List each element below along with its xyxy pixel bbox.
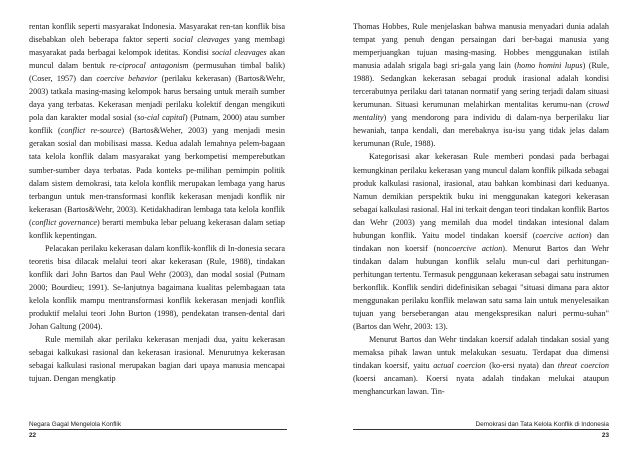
left-paragraph-1: rentan konflik seperti masyarakat Indonesia. Masyarakat ren-tan konflik bisa disebabkan oleh beberapa faktor seperti social cleavages yang membagi masyarakat pada berbagai kelompok idetitas. Kondisi social cleavages akan muncul dalam bentuk re-ciprocal antagonism (permusuhan timbal balik) (Coser, 1957) dan coercive behavior (perilaku kekerasan) (Bartos&Wehr, 2003) tatkala masing-masing kelompok harus bersaing untuk meraih sumber daya yang terbatas. Kekerasan menjadi perilaku kolektif dengan mengikuti pola dan karakter modal sosial (so-cial capital) (Putnam, 2000) atau sumber konflik (conflict re-source) (Bartos&Weher, 2003) yang menjadi mesin gerakan sosial dan mobilisasi massa. Kedua adalah lemahnya pelem-bagaan tata kelola konflik dalam masyarakat yang berkompetisi memperebutkan sumber-sumber daya terbatas. Pada konteks pe-milihan pemimpin politik dalam sistem demokrasi, tata kelola konflik merupakan lembaga yang harus terbangun untuk men-transformasi konflik kekerasan menjadi konflik nir kekerasan (Bartos&Wehr, 2003). Ketidakhadiran lembaga tata kelola konflik (conflict governance) berarti membuka lebar peluang kekerasan dalam setiap konflik kepentingan. [29, 22, 285, 240]
right-paragraph-3: Menurut Bartos dan Wehr tindakan koersif adalah tindakan sosial yang memaksa pihak lawan untuk melakukan sesuatu. Terdapat dua dimensi tindakan koersif, yaitu actual coercion (ko-ersi nyata) dan threat coercion (koersi ancaman). Koersi nyata adalah tindakan melukai ataupun menghancurkan lawan. Tin- [353, 335, 609, 397]
right-running-title: Demokrasi dan Tata Kelola Konflik di Indonesia [475, 421, 609, 428]
left-page-body [29, 20, 285, 385]
left-paragraph-3: Rule memilah akar perilaku kekerasan menjadi dua, yaitu kekerasan sebagai kalkukasi rasional dan kekerasan irasional. Menurutnya kekerasan sebagai kalkulasi rasional merupakan bagian dari upaya manusia mencapai tujuan. Dengan mengkatip [29, 335, 285, 384]
right-footer-rule [353, 429, 609, 430]
left-footer-rule [29, 429, 287, 430]
left-paragraph-2: Pelacakan perilaku kekerasan dalam konflik-konflik di In-donesia secara teoretis bisa dilacak melalui teori akar kekerasan (Rule, 1988), tindakan konflik dari John Bartos dan Paul Wehr (2003), dan modal sosial (Putnam 2000; Bourdieu; 1991). Se-lanjutnya bagaimana kualitas pelembagaan tata kelola konflik mampu mentransformasi konflik kekerasan menjadi konflik produktif melalui teori John Burton (1998), pendekatan transen-dental dari Johan Galtung (2004). [29, 243, 285, 332]
left-page-number: 22 [29, 432, 37, 439]
left-running-title: Negara Gagal Mengelola Konflik [29, 421, 122, 428]
right-page-number: 23 [601, 432, 609, 439]
right-paragraph-2: Kategorisasi akar kekerasan Rule memberi pondasi pada berbagai kemungkinan perilaku kekerasan yang muncul dalam konflik pilkada sebagai produk kalkulasi rasional, irasional, atau bahkan kombinasi dari keduanya. Namun demikian perspektik buku ini menggunakan kategori kekerasan sebagai kalkulasi rasional. Hal ini terkait dengan teori tindakan konflik Bartos dan Wehr (2003) yang memilah dua model tindakan intesional dalam hubungan konflik. Yaitu model tindakan koersif (coercive action) dan tindakan non koersif (noncoercive action). Menurut Bartos dan Wehr tindakan dalam hubungan konflik selalu mun-cul dari perhitungan-perhitungan tertentu. Termasuk penggunaan kekerasan sebagai satu instrumen berkonflik. Konflik sendiri didefinisikan sebagai "situasi dimana para aktor menggunakan perilaku konflik melawan satu sama lain untuk menyelesaikan tujuan yang berseberangan atau mengekspresikan naluri permu-suhan" (Bartos dan Wehr, 2003: 13). [353, 152, 610, 332]
right-page [319, 0, 638, 473]
right-paragraph-1: Thomas Hobbes, Rule menjelaskan bahwa manusia menyadari dunia adalah tempat yang penuh dengan persaingan dari ber-bagai manusia yang memperjuangkan tujuan masing-masing. Hobbes menggunakan istilah manusia adalah srigala bagi sri-gala yang lain (homo homini lupus) (Rule, 1988). Sedangkan kekerasan sebagai produk irasional adalah kondisi tercerabutnya perilaku dari tatanan normatif yang sering terjadi dalam situasi kerumunan. Situasi kerumunan melahirkan mentalitas kerumu-nan (crowd mentality) yang mendorong para individu di dalam-nya berperilaku liar hewaniah, tanpa kendali, dan merebaknya isu-isu yang tidak jelas dalam kerumunan (Rule, 1988). [353, 22, 609, 149]
right-page-body [353, 20, 609, 398]
left-page-footer [29, 421, 287, 439]
right-page-footer [353, 421, 609, 439]
